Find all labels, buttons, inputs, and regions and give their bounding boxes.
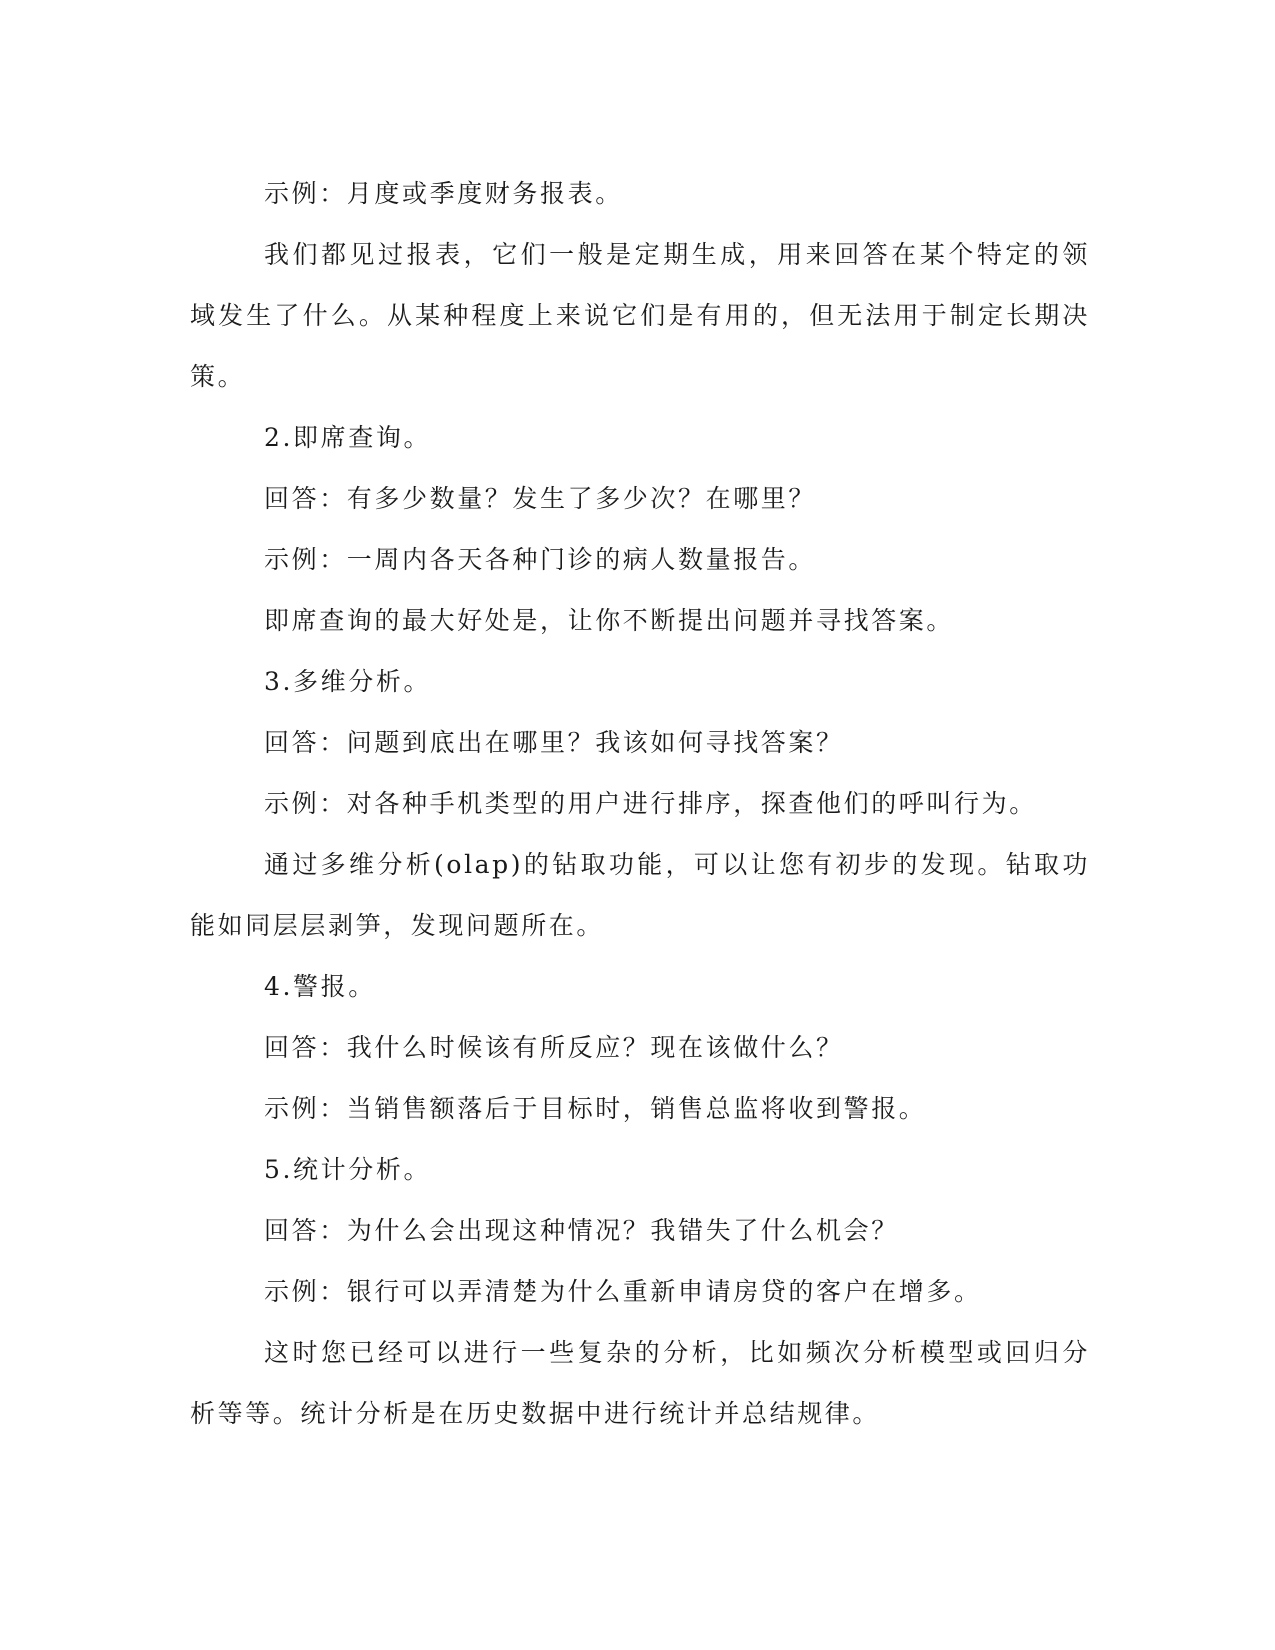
paragraph-ad-hoc-answer: 回答：有多少数量？发生了多少次？在哪里？ [264, 484, 817, 513]
paragraph-reports-description: 我们都见过报表，它们一般是定期生成，用来回答在某个特定的领域发生了什么。从某种程度上来说它们是有用的，但无法用于制定长期决策。 [190, 240, 1090, 391]
heading-multidimensional-analysis: 3.多维分析。 [264, 667, 432, 696]
paragraph-olap-example: 示例：对各种手机类型的用户进行排序，探查他们的呼叫行为。 [264, 789, 1037, 818]
paragraph-alerts-example: 示例：当销售额落后于目标时，销售总监将收到警报。 [264, 1094, 927, 1123]
heading-alerts: 4.警报。 [264, 972, 376, 1001]
paragraph-example-financial-report: 示例：月度或季度财务报表。 [264, 179, 623, 208]
heading-ad-hoc-query: 2.即席查询。 [264, 423, 432, 452]
paragraph-statistics-example: 示例：银行可以弄清楚为什么重新申请房贷的客户在增多。 [264, 1277, 982, 1306]
paragraph-ad-hoc-example: 示例：一周内各天各种门诊的病人数量报告。 [264, 545, 817, 574]
paragraph-olap-drilldown: 通过多维分析(olap)的钻取功能，可以让您有初步的发现。钻取功能如同层层剥笋，发现问题所在。 [190, 850, 1090, 940]
document-body [190, 163, 1090, 1444]
paragraph-alerts-answer: 回答：我什么时候该有所反应？现在该做什么？ [264, 1033, 844, 1062]
paragraph-statistics-answer: 回答：为什么会出现这种情况？我错失了什么机会？ [264, 1216, 899, 1245]
paragraph-olap-answer: 回答：问题到底出在哪里？我该如何寻找答案？ [264, 728, 844, 757]
paragraph-ad-hoc-benefit: 即席查询的最大好处是，让你不断提出问题并寻找答案。 [264, 606, 955, 635]
heading-statistical-analysis: 5.统计分析。 [264, 1155, 432, 1184]
paragraph-statistics-description: 这时您已经可以进行一些复杂的分析，比如频次分析模型或回归分析等等。统计分析是在历史数据中进行统计并总结规律。 [190, 1338, 1090, 1428]
